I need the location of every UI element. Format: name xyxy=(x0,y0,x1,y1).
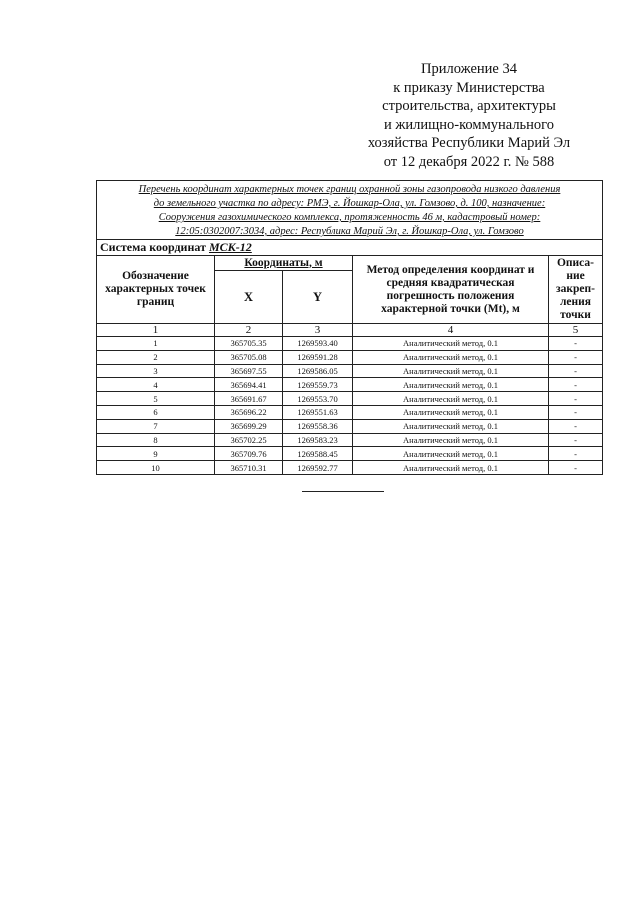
x-coordinate-cell: 365702.25 xyxy=(215,433,283,447)
y-coordinate-cell: 1269553.70 xyxy=(283,392,353,406)
header-x: X xyxy=(215,271,283,324)
table-row xyxy=(97,433,603,447)
x-coordinate-cell: 365705.35 xyxy=(215,337,283,351)
method-cell: Аналитический метод, 0.1 xyxy=(353,350,549,364)
description-cell: - xyxy=(549,461,603,475)
description-cell: - xyxy=(549,337,603,351)
x-coordinate-cell: 365696.22 xyxy=(215,405,283,419)
method-cell: Аналитический метод, 0.1 xyxy=(353,447,549,461)
y-coordinate-cell: 1269551.63 xyxy=(283,405,353,419)
header-designation: Обозначение характерных точек границ xyxy=(97,256,215,324)
method-cell: Аналитический метод, 0.1 xyxy=(353,378,549,392)
point-number-cell: 8 xyxy=(97,433,215,447)
point-number-cell: 5 xyxy=(97,392,215,406)
x-coordinate-cell: 365710.31 xyxy=(215,461,283,475)
column-number: 3 xyxy=(283,324,353,337)
method-cell: Аналитический метод, 0.1 xyxy=(353,461,549,475)
point-number-cell: 7 xyxy=(97,419,215,433)
description-cell: - xyxy=(549,419,603,433)
appendix-header xyxy=(330,60,608,171)
appendix-line: хозяйства Республики Марий Эл xyxy=(367,135,571,151)
x-coordinate-cell: 365709.76 xyxy=(215,447,283,461)
column-number: 5 xyxy=(549,324,603,337)
table-row xyxy=(97,447,603,461)
caption-line: до земельного участка по адресу: РМЭ, г. Йошкар-Ола, ул. Гомзово, д. 100, назначение: xyxy=(153,198,546,209)
description-cell: - xyxy=(549,378,603,392)
x-coordinate-cell: 365697.55 xyxy=(215,364,283,378)
table-row xyxy=(97,392,603,406)
appendix-line: и жилищно-коммунального xyxy=(383,116,555,133)
appendix-line: от 12 декабря 2022 г. № 588 xyxy=(383,153,555,170)
appendix-line: строительства, архитектуры xyxy=(382,98,556,114)
end-divider xyxy=(302,491,384,492)
table-row xyxy=(97,419,603,433)
description-cell: - xyxy=(549,350,603,364)
point-number-cell: 10 xyxy=(97,461,215,475)
header-y: Y xyxy=(283,271,353,324)
description-cell: - xyxy=(549,447,603,461)
table-row xyxy=(97,364,603,378)
y-coordinate-cell: 1269586.05 xyxy=(283,364,353,378)
appendix-line: к приказу Министерства xyxy=(393,79,545,96)
table-caption xyxy=(97,181,603,240)
point-number-cell: 9 xyxy=(97,447,215,461)
column-number: 2 xyxy=(215,324,283,337)
coordinate-system-name: МСК-12 xyxy=(208,240,252,254)
header-description: Описа-ние закреп-ления точки xyxy=(549,256,603,324)
appendix-line: Приложение 34 xyxy=(421,61,517,77)
table-row xyxy=(97,350,603,364)
y-coordinate-cell: 1269592.77 xyxy=(283,461,353,475)
column-number: 4 xyxy=(353,324,549,337)
point-number-cell: 3 xyxy=(97,364,215,378)
coordinates-table xyxy=(96,180,603,475)
description-cell: - xyxy=(549,405,603,419)
x-coordinate-cell: 365705.08 xyxy=(215,350,283,364)
y-coordinate-cell: 1269583.23 xyxy=(283,433,353,447)
description-cell: - xyxy=(549,364,603,378)
y-coordinate-cell: 1269591.28 xyxy=(283,350,353,364)
method-cell: Аналитический метод, 0.1 xyxy=(353,405,549,419)
method-cell: Аналитический метод, 0.1 xyxy=(353,337,549,351)
table-row xyxy=(97,405,603,419)
x-coordinate-cell: 365691.67 xyxy=(215,392,283,406)
table-row xyxy=(97,461,603,475)
caption-line: 12:05:0302007:3034, адрес: Республика Марий Эл, г. Йошкар-Ола, ул. Гомзово xyxy=(175,226,524,237)
description-cell: - xyxy=(549,433,603,447)
column-number-row xyxy=(97,324,603,337)
caption-line: Сооружения газохимического комплекса, протяженность 46 м, кадастровый номер: xyxy=(158,212,541,223)
table-row xyxy=(97,337,603,351)
method-cell: Аналитический метод, 0.1 xyxy=(353,419,549,433)
coordinate-system-label: Система координат xyxy=(100,240,206,254)
x-coordinate-cell: 365694.41 xyxy=(215,378,283,392)
table-row xyxy=(97,378,603,392)
caption-line: Перечень координат характерных точек границ охранной зоны газопровода низкого давления xyxy=(138,184,561,195)
coordinate-system xyxy=(97,240,603,256)
y-coordinate-cell: 1269558.36 xyxy=(283,419,353,433)
point-number-cell: 1 xyxy=(97,337,215,351)
point-number-cell: 6 xyxy=(97,405,215,419)
y-coordinate-cell: 1269593.40 xyxy=(283,337,353,351)
y-coordinate-cell: 1269559.73 xyxy=(283,378,353,392)
method-cell: Аналитический метод, 0.1 xyxy=(353,364,549,378)
header-coordinates: Координаты, м xyxy=(215,256,353,271)
point-number-cell: 4 xyxy=(97,378,215,392)
y-coordinate-cell: 1269588.45 xyxy=(283,447,353,461)
description-cell: - xyxy=(549,392,603,406)
method-cell: Аналитический метод, 0.1 xyxy=(353,392,549,406)
header-method: Метод определения координат и средняя квадратическая погрешность положения характерной точки (Mt), м xyxy=(353,256,549,324)
x-coordinate-cell: 365699.29 xyxy=(215,419,283,433)
method-cell: Аналитический метод, 0.1 xyxy=(353,433,549,447)
column-number: 1 xyxy=(97,324,215,337)
point-number-cell: 2 xyxy=(97,350,215,364)
